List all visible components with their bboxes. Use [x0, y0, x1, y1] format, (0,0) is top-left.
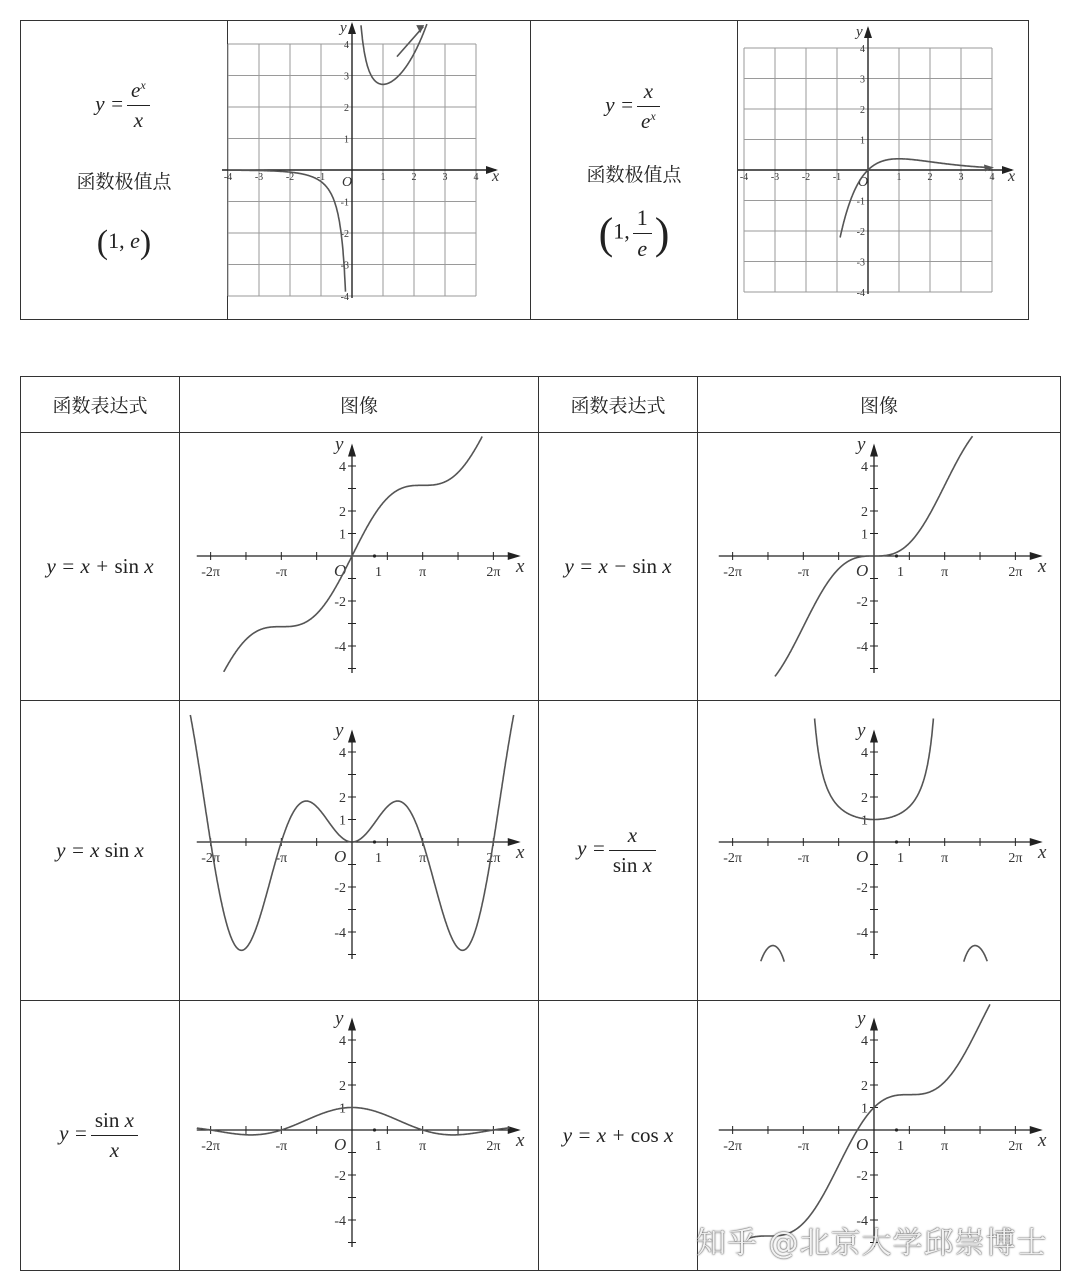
graph-cell-6 [698, 701, 1061, 1001]
x-tick-label: π [941, 1138, 949, 1154]
y-axis-arrow [870, 729, 878, 742]
formula-x-over-sinx: y = $\frac{x}{\text{sin x}}$ [539, 701, 698, 1001]
y-axis-arrow [864, 26, 872, 38]
x-axis-label: x [1008, 167, 1016, 185]
x-tick-label: 1 [375, 850, 382, 866]
x-tick-one [895, 554, 898, 557]
x-tick-label: 1 [897, 1138, 904, 1154]
graph-cell-2 [738, 21, 1029, 320]
origin-label: O [856, 846, 869, 866]
x-tick-label: -3 [254, 171, 264, 183]
y-axis-label: y [857, 433, 866, 455]
x-tick-label: -π [275, 850, 288, 866]
y-tick-label: 3 [344, 71, 349, 82]
x-tick-label: -2 [285, 171, 295, 183]
x-tick-label: -1 [316, 171, 326, 183]
y-tick-label: -3 [340, 260, 349, 271]
graph-cell-7 [180, 1001, 539, 1271]
x-tick-label: -2 [801, 171, 811, 183]
x-tick-label: π [419, 1138, 427, 1154]
y-tick-label: 1 [339, 1101, 346, 1116]
y-tick-label: -2 [856, 226, 865, 238]
x-tick-label: π [941, 850, 949, 866]
x-tick-label: -2π [201, 1138, 220, 1154]
x-tick-label: -4 [223, 171, 233, 183]
curve-c3 [224, 436, 482, 671]
formula-cell-x-over-ex [531, 21, 738, 320]
x-axis-label: x [1038, 841, 1047, 863]
graph-ex-over-x [223, 19, 528, 319]
x-tick-one [895, 840, 898, 843]
curve-c8 [748, 1004, 990, 1238]
x-tick-label: 2π [486, 564, 501, 580]
x-tick-label: 2π [486, 1138, 501, 1154]
x-tick-one [373, 840, 376, 843]
extremum-point: (1, e) [96, 224, 152, 261]
y-tick-label: 4 [861, 745, 868, 761]
y-axis-label: y [335, 719, 344, 741]
graph-cell-5 [180, 701, 539, 1001]
formula-x-plus-cosx: y = x + cos x [539, 1001, 698, 1271]
x-tick-label: π [419, 564, 427, 580]
x-tick-label: -2π [201, 564, 220, 580]
graph-x-over-ex [738, 22, 1026, 319]
x-tick-label: π [419, 850, 427, 866]
y-axis-label: y [335, 1007, 344, 1029]
origin-label: O [334, 560, 347, 580]
x-tick-label: -2π [723, 564, 742, 580]
header-expression: 函数表达式 [21, 377, 180, 433]
origin-label: O [334, 1134, 347, 1154]
extremum-label-2: 函数极值点 [586, 163, 682, 186]
x-tick-label: 2 [927, 171, 933, 183]
x-axis-label: x [492, 167, 500, 185]
y-tick-label: 1 [339, 813, 346, 828]
y-tick-label: -4 [334, 639, 346, 655]
y-tick-label: 2 [344, 102, 349, 114]
extremum-label: 函数极值点 [76, 171, 172, 193]
y-tick-label: -2 [856, 594, 868, 610]
graph-x-plus-sinx [180, 434, 536, 700]
y-axis-label: y [857, 1007, 866, 1029]
y-tick-label: 1 [861, 813, 868, 828]
y-axis-label: y [856, 23, 863, 40]
y-tick-label: 1 [861, 1101, 868, 1116]
x-tick-label: -π [797, 564, 810, 580]
function-graph-table [20, 376, 1061, 1271]
graph-cell-3 [180, 433, 539, 701]
x-tick-label: 3 [442, 171, 448, 183]
header-expression-2: 函数表达式 [539, 377, 698, 433]
x-tick-label: 1 [375, 564, 382, 580]
graph-sinx-over-x [180, 1002, 536, 1270]
y-axis-label: y [340, 19, 347, 36]
origin-label: O [858, 174, 869, 190]
y-tick-label: -4 [340, 291, 349, 303]
x-tick-label: 1 [897, 564, 904, 580]
x-tick-one [895, 1128, 898, 1131]
extremum-table [20, 20, 1029, 320]
header-graph-2: 图像 [698, 377, 1061, 433]
x-tick-label: 2π [1008, 850, 1023, 866]
graph-x-over-sinx [698, 702, 1058, 1000]
graph-x-sinx [180, 702, 536, 1000]
y-tick-label: -2 [856, 1168, 868, 1184]
y-axis-arrow [870, 1017, 878, 1030]
y-tick-label: -4 [334, 1213, 346, 1229]
y-tick-label: -1 [340, 197, 349, 208]
x-axis-label: x [516, 1129, 525, 1151]
y-tick-label: -4 [856, 287, 865, 299]
y-tick-label: 2 [861, 504, 868, 520]
y-tick-label: 4 [339, 459, 346, 475]
y-tick-label: 2 [339, 504, 346, 520]
origin-label: O [342, 174, 353, 190]
x-tick-label: 4 [473, 171, 479, 183]
x-tick-label: 1 [897, 850, 904, 866]
x-tick-one [373, 554, 376, 557]
formula-cell-ex-over-x [21, 21, 228, 320]
y-tick-label: -4 [334, 925, 346, 941]
y-tick-label: 3 [860, 74, 865, 85]
y-axis-label: y [857, 719, 866, 741]
y-tick-label: 1 [344, 134, 349, 145]
y-tick-label: -1 [856, 196, 865, 207]
y-tick-label: 2 [860, 104, 865, 116]
formula-x-sinx: y = x sin x [21, 701, 180, 1001]
y-axis-arrow [348, 22, 356, 34]
origin-label: O [334, 846, 347, 866]
x-tick-label: -2π [201, 850, 220, 866]
x-tick-label: 2π [1008, 1138, 1023, 1154]
curve-ex-over-x [228, 24, 427, 292]
curve-c7 [197, 1107, 510, 1134]
y-axis-arrow [348, 443, 356, 456]
y-tick-label: 4 [861, 1033, 868, 1049]
x-tick-label: 1 [896, 171, 902, 183]
x-tick-label: 2 [411, 171, 417, 183]
y-tick-label: 4 [339, 1033, 346, 1049]
y-tick-label: 4 [339, 745, 346, 761]
y-axis-arrow [348, 729, 356, 742]
x-tick-label: π [941, 564, 949, 580]
x-tick-label: -3 [770, 171, 780, 183]
x-axis-label: x [516, 555, 525, 577]
y-axis-label: y [335, 433, 344, 455]
x-tick-label: -1 [832, 171, 842, 183]
y-axis-arrow [348, 1017, 356, 1030]
graph-cell-1 [223, 19, 531, 320]
x-tick-label: 2π [1008, 564, 1023, 580]
x-tick-label: 1 [375, 1138, 382, 1154]
graph-x-minus-sinx [698, 434, 1058, 700]
y-tick-label: 1 [861, 527, 868, 542]
y-tick-label: -4 [856, 639, 868, 655]
y-tick-label: -2 [334, 1168, 346, 1184]
y-tick-label: -4 [856, 925, 868, 941]
y-tick-label: 2 [861, 790, 868, 806]
y-tick-label: -3 [856, 257, 865, 268]
y-axis-arrow [870, 443, 878, 456]
origin-label: O [856, 560, 869, 580]
x-tick-label: -2π [723, 1138, 742, 1154]
y-tick-label: 2 [861, 1078, 868, 1094]
y-tick-label: 1 [860, 135, 865, 146]
x-tick-label: -2π [723, 850, 742, 866]
formula-ex-over-x: y = $\frac{e^x}{x}$ [21, 78, 227, 133]
header-graph: 图像 [180, 377, 539, 433]
x-axis-label: x [516, 841, 525, 863]
x-tick-label: -π [797, 850, 810, 866]
x-tick-label: 1 [380, 171, 386, 183]
x-tick-one [373, 1128, 376, 1131]
x-tick-label: -π [275, 564, 288, 580]
graph-cell-4 [698, 433, 1061, 701]
y-tick-label: 1 [339, 527, 346, 542]
y-tick-label: -2 [334, 880, 346, 896]
x-tick-label: -4 [739, 171, 749, 183]
y-tick-label: -2 [856, 880, 868, 896]
y-tick-label: 4 [344, 39, 349, 51]
watermark: 知乎 @北京大学邱崇博士 [696, 1226, 1048, 1261]
extremum-point-2: (1, $\frac{1}{e}$ ) [598, 204, 670, 261]
formula-x-minus-sinx: y = x − sin x [539, 433, 698, 701]
y-tick-label: 2 [339, 1078, 346, 1094]
x-tick-label: 4 [989, 171, 995, 183]
x-tick-label: -π [275, 1138, 288, 1154]
y-tick-label: 2 [339, 790, 346, 806]
origin-label: O [856, 1134, 869, 1154]
formula-sinx-over-x: y = $\frac{\text{sin x}}{x}$ [21, 1001, 180, 1271]
formula-x-plus-sinx: y = x + sin x [21, 433, 180, 701]
y-tick-label: -2 [334, 594, 346, 610]
y-tick-label: 4 [861, 459, 868, 475]
x-axis-label: x [1038, 1129, 1047, 1151]
formula-x-over-ex: y = $\frac{x}{e^x}$ [531, 79, 737, 134]
x-tick-label: -π [797, 1138, 810, 1154]
y-tick-label: -4 [856, 1213, 868, 1229]
y-tick-label: 4 [860, 43, 865, 55]
y-tick-label: -2 [340, 228, 349, 240]
x-tick-label: 3 [958, 171, 964, 183]
x-tick-label: 2π [486, 850, 501, 866]
x-axis-label: x [1038, 555, 1047, 577]
